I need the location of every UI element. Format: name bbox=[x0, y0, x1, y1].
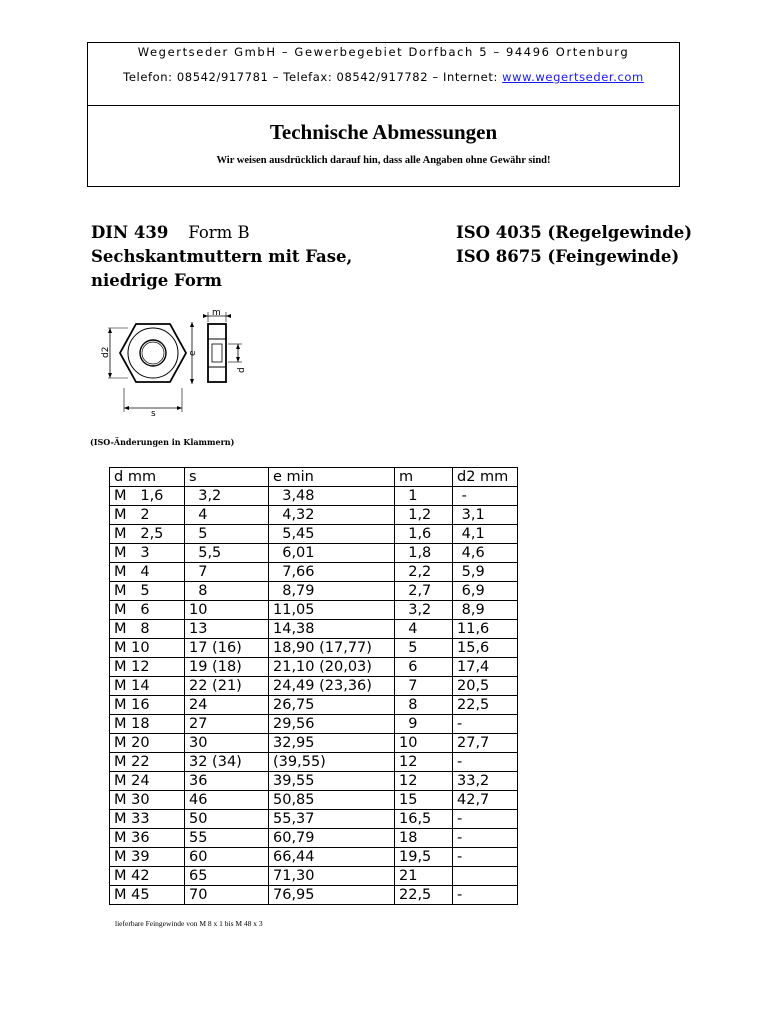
table-cell: 70 bbox=[185, 886, 269, 905]
header-cell-d: d mm bbox=[110, 468, 185, 487]
table-cell: 6,9 bbox=[453, 582, 518, 601]
e-dimension-label: e bbox=[188, 350, 198, 356]
table-cell: - bbox=[453, 848, 518, 867]
table-row bbox=[110, 582, 518, 601]
table-cell: - bbox=[453, 886, 518, 905]
table-cell: 21,10 (20,03) bbox=[269, 658, 395, 677]
table-row bbox=[110, 658, 518, 677]
table-row bbox=[110, 753, 518, 772]
table-row bbox=[110, 734, 518, 753]
contact-line bbox=[88, 70, 679, 84]
table-cell: 30 bbox=[185, 734, 269, 753]
table-cell: 24 bbox=[185, 696, 269, 715]
company-address: Wegertseder GmbH – Gewerbegebiet Dorfbach 5 – 94496 Ortenburg bbox=[137, 45, 630, 59]
table-cell: 36 bbox=[185, 772, 269, 791]
table-cell: 10 bbox=[395, 734, 453, 753]
table-cell: 8,9 bbox=[453, 601, 518, 620]
table-cell: 11,05 bbox=[269, 601, 395, 620]
table-cell: M 20 bbox=[110, 734, 185, 753]
m-dimension-label: m bbox=[212, 308, 221, 318]
table-header-row bbox=[110, 468, 518, 487]
table-cell: 66,44 bbox=[269, 848, 395, 867]
table-cell: 16,5 bbox=[395, 810, 453, 829]
product-description-line1: Sechskantmuttern mit Fase, bbox=[91, 247, 353, 266]
table-cell: 8 bbox=[395, 696, 453, 715]
table-row bbox=[110, 848, 518, 867]
nut-side-view bbox=[208, 324, 226, 382]
table-row bbox=[110, 772, 518, 791]
table-row bbox=[110, 544, 518, 563]
table-cell: 19,5 bbox=[395, 848, 453, 867]
d2-dimension-label: d2 bbox=[101, 346, 111, 358]
contact-phone-fax: Telefon: 08542/917781 – Telefax: 08542/917782 – Internet: bbox=[123, 70, 503, 84]
form-label: Form B bbox=[188, 223, 250, 242]
table-cell: 46 bbox=[185, 791, 269, 810]
table-row bbox=[110, 867, 518, 886]
table-cell: 60,79 bbox=[269, 829, 395, 848]
table-cell: 7,66 bbox=[269, 563, 395, 582]
table-cell: M 24 bbox=[110, 772, 185, 791]
table-cell: 55 bbox=[185, 829, 269, 848]
table-cell: M 33 bbox=[110, 810, 185, 829]
letterhead-box bbox=[87, 42, 680, 187]
table-cell bbox=[453, 867, 518, 886]
table-cell: 29,56 bbox=[269, 715, 395, 734]
table-row bbox=[110, 525, 518, 544]
table-cell: M 30 bbox=[110, 791, 185, 810]
header-cell-s: s bbox=[185, 468, 269, 487]
table-row bbox=[110, 677, 518, 696]
table-cell: - bbox=[453, 829, 518, 848]
table-cell: M 8 bbox=[110, 620, 185, 639]
table-cell: 12 bbox=[395, 772, 453, 791]
header-cell-d2: d2 mm bbox=[453, 468, 518, 487]
document-title: Technische Abmessungen bbox=[269, 120, 498, 144]
table-cell: 21 bbox=[395, 867, 453, 886]
letterhead-contact-area bbox=[88, 43, 679, 106]
table-row bbox=[110, 829, 518, 848]
table-cell: 13 bbox=[185, 620, 269, 639]
table-cell: 2,7 bbox=[395, 582, 453, 601]
table-cell: 1,6 bbox=[395, 525, 453, 544]
nut-thread-circle bbox=[142, 342, 164, 364]
table-cell: 12 bbox=[395, 753, 453, 772]
table-cell: M 2,5 bbox=[110, 525, 185, 544]
table-cell: 4,6 bbox=[453, 544, 518, 563]
website-link[interactable]: www.wegertseder.com bbox=[502, 70, 644, 84]
fine-thread-footnote: lieferbare Feingewinde von M 8 x 1 bis M 48 x 3 bbox=[115, 919, 263, 928]
table-cell: M 5 bbox=[110, 582, 185, 601]
table-cell: 1 bbox=[395, 487, 453, 506]
table-cell: M 12 bbox=[110, 658, 185, 677]
table-row bbox=[110, 810, 518, 829]
table-row bbox=[110, 791, 518, 810]
dimensions-table bbox=[109, 467, 518, 905]
table-row bbox=[110, 715, 518, 734]
table-row bbox=[110, 487, 518, 506]
table-cell: 15,6 bbox=[453, 639, 518, 658]
table-cell: M 39 bbox=[110, 848, 185, 867]
header-cell-m: m bbox=[395, 468, 453, 487]
table-cell: - bbox=[453, 810, 518, 829]
table-cell: 4,1 bbox=[453, 525, 518, 544]
table-cell: M 10 bbox=[110, 639, 185, 658]
table-cell: 60 bbox=[185, 848, 269, 867]
table-cell: 22,5 bbox=[395, 886, 453, 905]
table-cell: - bbox=[453, 487, 518, 506]
table-cell: 8 bbox=[185, 582, 269, 601]
iso-standard-fine: ISO 8675 (Feingewinde) bbox=[456, 247, 680, 266]
table-cell: M 36 bbox=[110, 829, 185, 848]
table-cell: 5,45 bbox=[269, 525, 395, 544]
table-cell: 22 (21) bbox=[185, 677, 269, 696]
table-cell: 4,32 bbox=[269, 506, 395, 525]
table-cell: 8,79 bbox=[269, 582, 395, 601]
table-cell: 71,30 bbox=[269, 867, 395, 886]
table-cell: M 2 bbox=[110, 506, 185, 525]
table-row bbox=[110, 620, 518, 639]
table-cell: 32 (34) bbox=[185, 753, 269, 772]
table-row bbox=[110, 601, 518, 620]
table-cell: 3,48 bbox=[269, 487, 395, 506]
iso-standard-coarse: ISO 4035 (Regelgewinde) bbox=[456, 223, 693, 242]
table-cell: M 45 bbox=[110, 886, 185, 905]
standard-line bbox=[91, 221, 352, 245]
table-cell: 19 (18) bbox=[185, 658, 269, 677]
table-cell: 6,01 bbox=[269, 544, 395, 563]
table-row bbox=[110, 563, 518, 582]
table-cell: 55,37 bbox=[269, 810, 395, 829]
table-cell: 5 bbox=[185, 525, 269, 544]
s-dimension-label: s bbox=[151, 409, 156, 418]
table-cell: 42,7 bbox=[453, 791, 518, 810]
disclaimer-text: Wir weisen ausdrücklich darauf hin, dass alle Angaben ohne Gewähr sind! bbox=[216, 155, 551, 166]
table-cell: M 16 bbox=[110, 696, 185, 715]
table-cell: 24,49 (23,36) bbox=[269, 677, 395, 696]
nut-bore-circle bbox=[140, 340, 166, 366]
nut-chamfer-circle bbox=[128, 328, 178, 378]
table-cell: 7 bbox=[185, 563, 269, 582]
table-cell: 50 bbox=[185, 810, 269, 829]
table-cell: 4 bbox=[395, 620, 453, 639]
table-cell: 39,55 bbox=[269, 772, 395, 791]
table-cell: M 4 bbox=[110, 563, 185, 582]
table-cell: 15 bbox=[395, 791, 453, 810]
table-cell: M 14 bbox=[110, 677, 185, 696]
table-cell: M 1,6 bbox=[110, 487, 185, 506]
table-cell: 32,95 bbox=[269, 734, 395, 753]
table-cell: 6 bbox=[395, 658, 453, 677]
table-cell: 3,1 bbox=[453, 506, 518, 525]
table-cell: M 22 bbox=[110, 753, 185, 772]
table-cell: - bbox=[453, 715, 518, 734]
product-description-line2: niedrige Form bbox=[91, 271, 223, 290]
table-cell: - bbox=[453, 753, 518, 772]
table-cell: 27 bbox=[185, 715, 269, 734]
table-row bbox=[110, 696, 518, 715]
header-cell-e: e min bbox=[269, 468, 395, 487]
table-cell: 10 bbox=[185, 601, 269, 620]
table-cell: 33,2 bbox=[453, 772, 518, 791]
table-cell: 5,9 bbox=[453, 563, 518, 582]
table-cell: 17,4 bbox=[453, 658, 518, 677]
table-cell: 26,75 bbox=[269, 696, 395, 715]
table-cell: M 42 bbox=[110, 867, 185, 886]
table-cell: 7 bbox=[395, 677, 453, 696]
table-cell: 3,2 bbox=[395, 601, 453, 620]
table-row bbox=[110, 639, 518, 658]
table-cell: 27,7 bbox=[453, 734, 518, 753]
table-cell: 20,5 bbox=[453, 677, 518, 696]
iso-standards bbox=[456, 221, 692, 269]
table-cell: 76,95 bbox=[269, 886, 395, 905]
table-cell: 1,8 bbox=[395, 544, 453, 563]
table-cell: 2,2 bbox=[395, 563, 453, 582]
table-cell: M 18 bbox=[110, 715, 185, 734]
table-row bbox=[110, 506, 518, 525]
table-cell: M 3 bbox=[110, 544, 185, 563]
table-row bbox=[110, 886, 518, 905]
hex-nut-outline bbox=[120, 324, 186, 382]
table-cell: 5,5 bbox=[185, 544, 269, 563]
d-dimension-label: d bbox=[237, 367, 247, 373]
table-cell: 11,6 bbox=[453, 620, 518, 639]
table-cell: (39,55) bbox=[269, 753, 395, 772]
table-cell: M 6 bbox=[110, 601, 185, 620]
table-cell: 22,5 bbox=[453, 696, 518, 715]
table-cell: 4 bbox=[185, 506, 269, 525]
table-cell: 50,85 bbox=[269, 791, 395, 810]
table-cell: 18 bbox=[395, 829, 453, 848]
table-cell: 14,38 bbox=[269, 620, 395, 639]
hex-nut-technical-drawing bbox=[100, 308, 250, 418]
table-cell: 18,90 (17,77) bbox=[269, 639, 395, 658]
product-specification bbox=[91, 221, 352, 293]
din-standard: DIN 439 bbox=[91, 223, 169, 242]
table-cell: 3,2 bbox=[185, 487, 269, 506]
table-cell: 5 bbox=[395, 639, 453, 658]
table-cell: 17 (16) bbox=[185, 639, 269, 658]
table-cell: 65 bbox=[185, 867, 269, 886]
table-cell: 1,2 bbox=[395, 506, 453, 525]
table-cell: 9 bbox=[395, 715, 453, 734]
iso-changes-note: (ISO-Änderungen in Klammern) bbox=[90, 437, 235, 447]
